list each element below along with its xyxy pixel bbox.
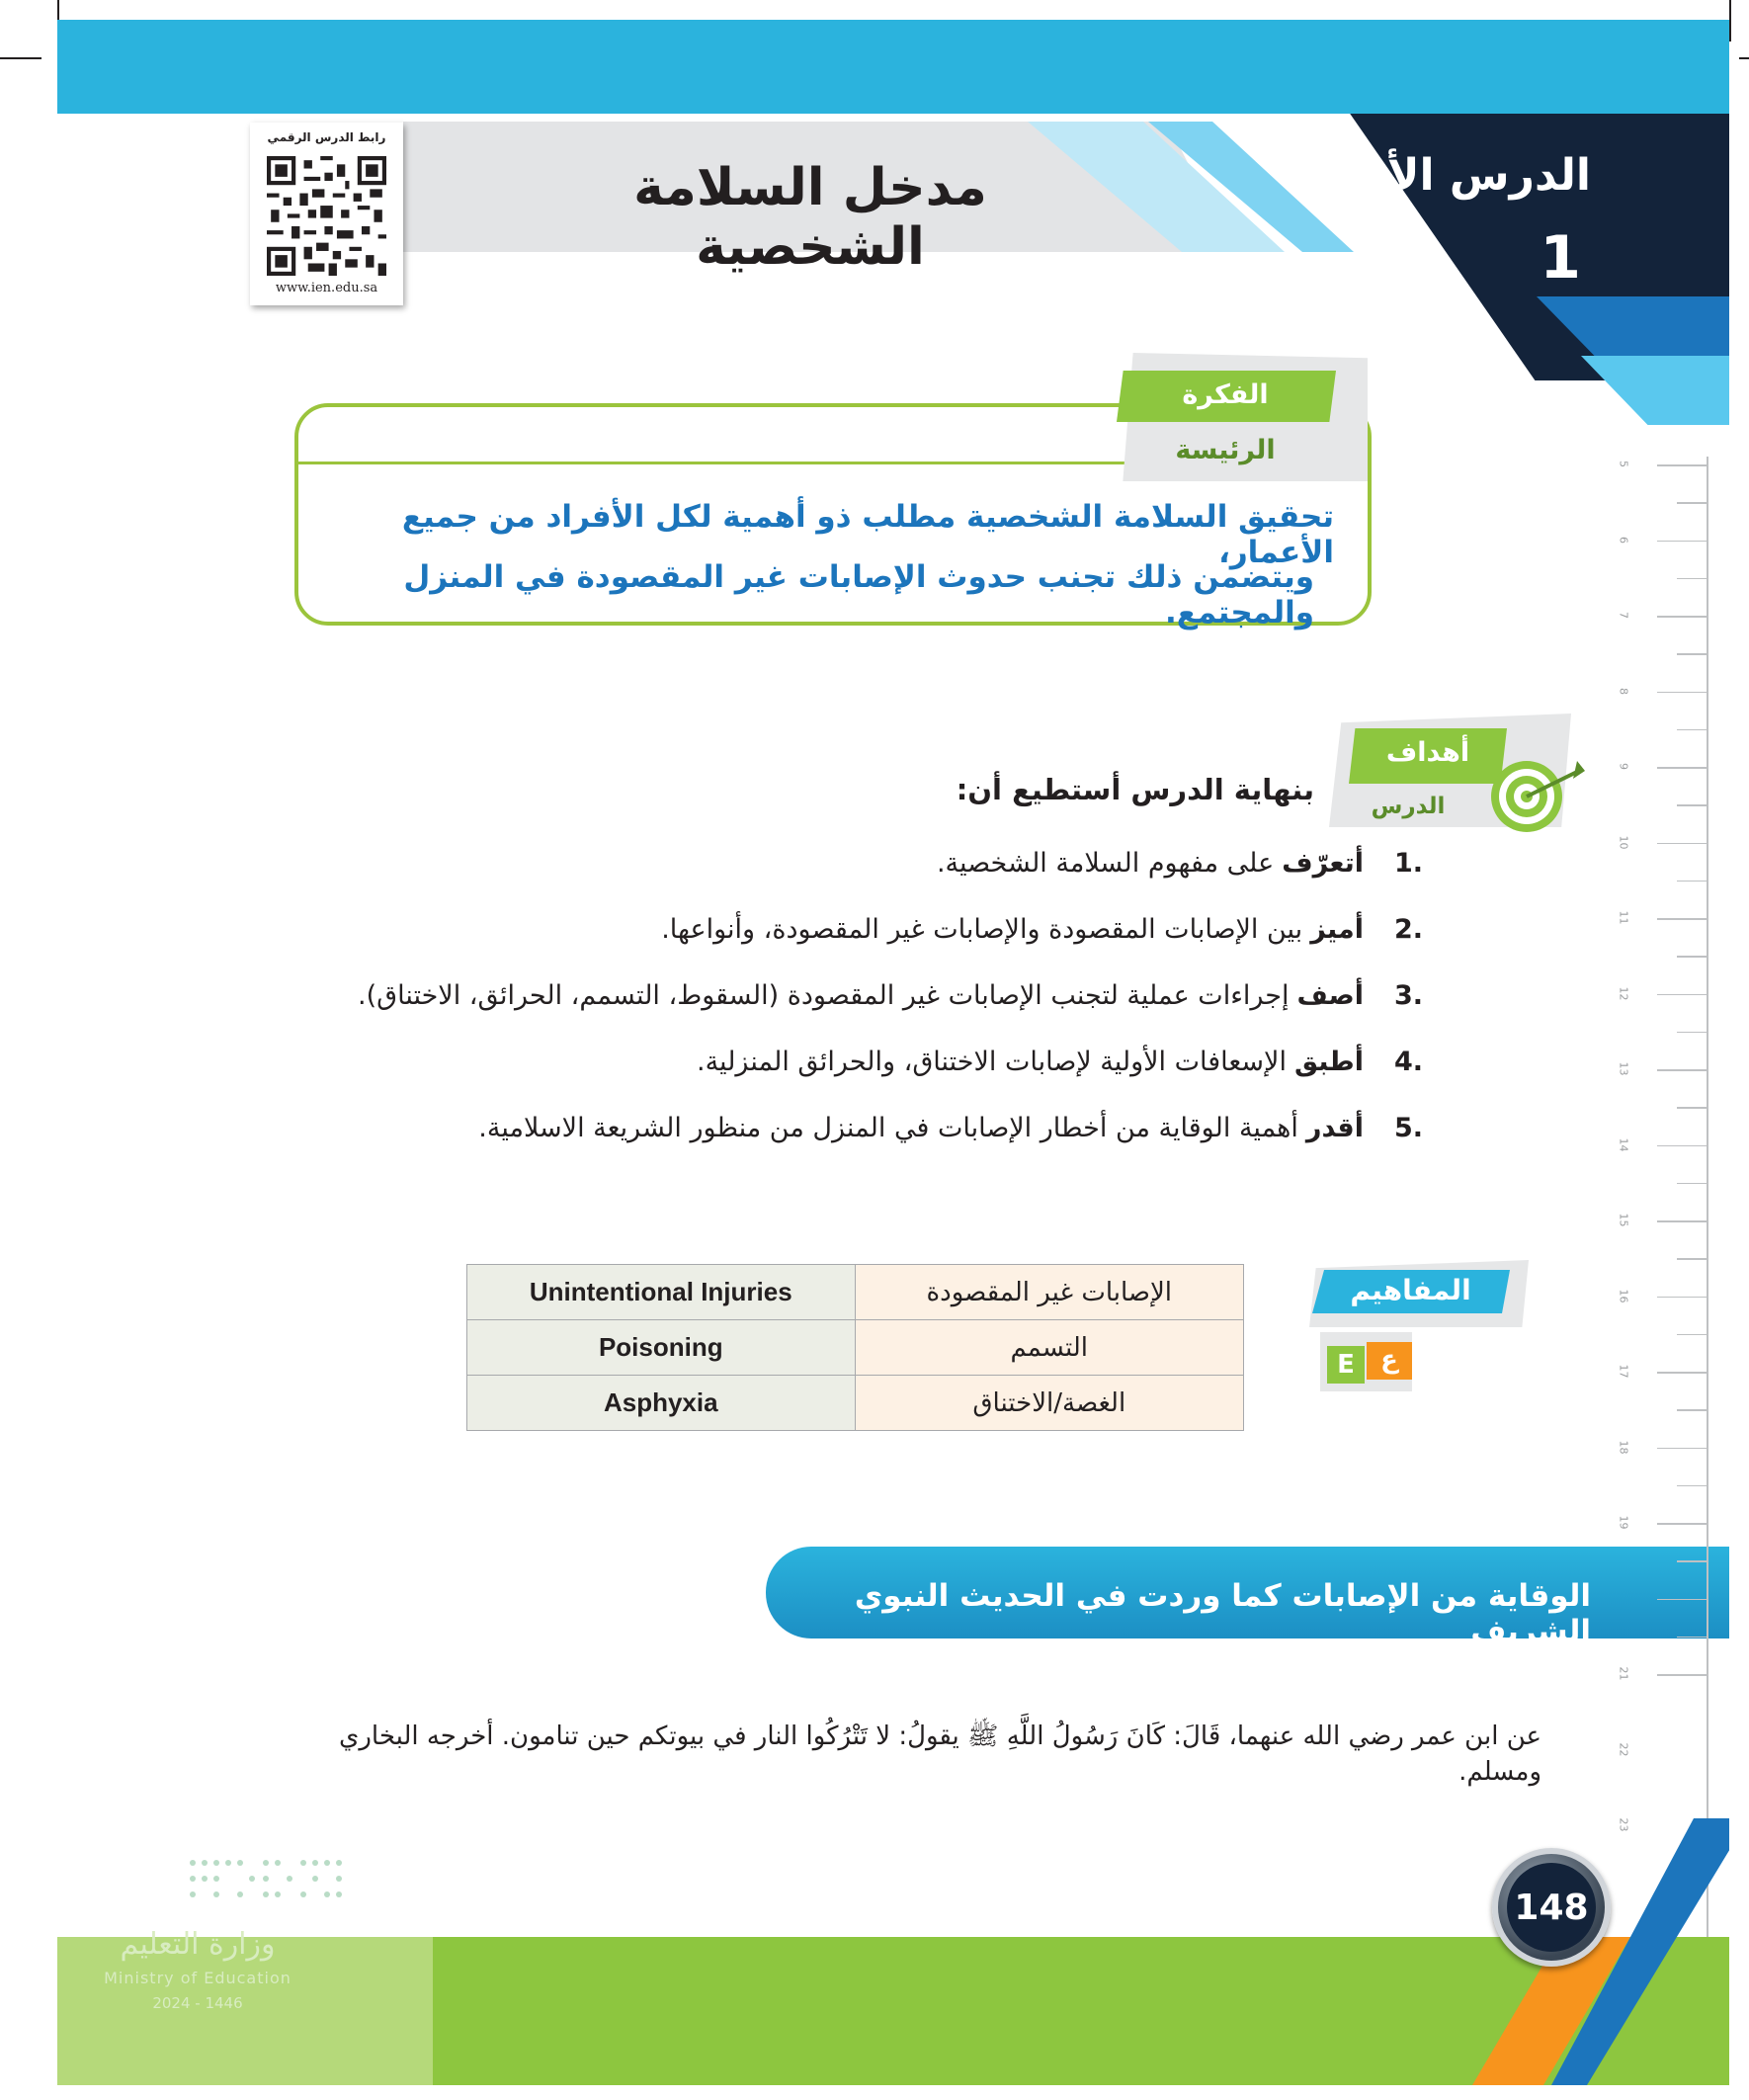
ruler-number: 7 (1617, 612, 1630, 619)
ruler-tick (1657, 1069, 1707, 1071)
crop-mark (1739, 57, 1749, 59)
ruler-tick (1677, 653, 1707, 655)
ministry-logo-icon (183, 1853, 351, 1912)
ruler-tick (1657, 843, 1707, 845)
ruler-tick (1657, 464, 1707, 466)
ruler-tick (1677, 1334, 1707, 1336)
ruler-number: 17 (1617, 1364, 1630, 1379)
concept-arabic: الغصة/الاختناق (855, 1376, 1243, 1431)
arabic-badge-icon: ع (1367, 1342, 1412, 1380)
page-number: 148 (1514, 1888, 1589, 1928)
ruler-number: 12 (1617, 986, 1630, 1000)
ruler-number: 14 (1617, 1137, 1630, 1151)
edition-year: 2024 - 1446 (152, 1994, 243, 2012)
ruler-tick (1677, 881, 1707, 882)
ruler-number: 22 (1617, 1742, 1630, 1756)
ruler-tick (1677, 502, 1707, 504)
objective-number: 5. (1393, 1113, 1423, 1143)
ruler-tick (1657, 692, 1707, 694)
table-row (467, 1320, 1244, 1376)
ruler-tick (1657, 1674, 1707, 1676)
table-row (467, 1265, 1244, 1320)
objective-item (296, 1047, 1423, 1113)
qr-url[interactable]: www.ien.edu.sa (275, 281, 378, 295)
ruler-tick (1657, 918, 1707, 920)
concept-arabic: الإصابات غير المقصودة (855, 1265, 1243, 1320)
ruler-number: 18 (1617, 1440, 1630, 1454)
main-idea-label-sub: الرئيسة (1175, 435, 1276, 465)
objective-item (296, 914, 1423, 980)
ruler (1707, 457, 1708, 2023)
qr-code-icon[interactable] (267, 156, 386, 276)
ruler-tick (1677, 804, 1707, 806)
ruler-number: 16 (1617, 1289, 1630, 1302)
objectives-list (296, 848, 1423, 1179)
qr-caption: رابط الدرس الرقمي (267, 130, 386, 144)
concepts-table (466, 1264, 1244, 1431)
ruler-tick (1677, 956, 1707, 958)
ruler-tick (1657, 1523, 1707, 1525)
ruler-tick (1677, 1637, 1707, 1638)
main-idea-label: الفكرة (1182, 379, 1269, 410)
objective-item (296, 848, 1423, 914)
ruler-tick (1657, 994, 1707, 996)
objective-text: على مفهوم السلامة الشخصية. (936, 848, 1275, 879)
ruler-number: 23 (1617, 1817, 1630, 1832)
ruler-tick (1677, 1183, 1707, 1185)
page-title: مدخل السلامة الشخصية (633, 158, 987, 277)
main-idea-text: تحقيق السلامة الشخصية مطلب ذو أهمية لكل الأفراد من جميع الأعمار، (401, 499, 1334, 570)
concept-english: Unintentional Injuries (467, 1265, 856, 1320)
header-band (57, 20, 1729, 114)
ruler-number: 9 (1617, 763, 1630, 770)
ruler-tick (1677, 1409, 1707, 1411)
ruler-tick (1657, 1145, 1707, 1147)
objective-verb: أميز (1310, 914, 1364, 945)
ruler-number: 10 (1617, 835, 1630, 849)
ruler-tick (1657, 1372, 1707, 1374)
objective-verb: أقدر (1305, 1113, 1364, 1143)
objectives-label: أهداف (1385, 737, 1470, 768)
decor-stripe (1581, 356, 1729, 425)
concept-english: Asphyxia (467, 1376, 856, 1431)
objective-verb: أتعرّف (1282, 848, 1364, 879)
lesson-label: الدرس الأول (1322, 150, 1591, 201)
concept-english: Poisoning (467, 1320, 856, 1376)
objective-number: 1. (1393, 848, 1423, 879)
objective-item (296, 980, 1423, 1047)
concepts-label: المفاهيم (1350, 1274, 1471, 1306)
ruler-tick (1657, 767, 1707, 769)
objective-text: إجراءات عملية لتجنب الإصابات غير المقصودة (السقوط، التسمم، الحرائق، الاختناق). (358, 980, 1290, 1011)
ruler-tick (1677, 1485, 1707, 1487)
objective-text: أهمية الوقاية من أخطار الإصابات في المنزل من منظور الشريعة الاسلامية. (478, 1113, 1298, 1143)
ruler-tick (1657, 1448, 1707, 1450)
ruler-tick (1657, 541, 1707, 543)
ruler-tick (1677, 1107, 1707, 1109)
english-badge-icon: E (1327, 1346, 1365, 1384)
lesson-number: 1 (1540, 223, 1581, 293)
objective-number: 4. (1393, 1047, 1423, 1077)
ministry-name-en: Ministry of Education (104, 1969, 292, 1987)
target-icon (1482, 749, 1586, 838)
ruler-number: 6 (1617, 536, 1630, 544)
ruler-tick (1657, 616, 1707, 618)
hadith-text: عن ابن عمر رضي الله عنهما، قَالَ: كَانَ رَسُولُ اللَّهِ ﷺ يقولُ: لا تَتْرُكُوا النار في بيوتكم حين تنامون. أخرجه البخاري ومسلم. (338, 1722, 1541, 1787)
hadith-title: الوقاية من الإصابات كما وردت في الحديث النبوي الشريف (854, 1578, 1591, 1649)
ruler-tick (1677, 578, 1707, 580)
ruler-tick (1677, 1560, 1707, 1562)
ruler-tick (1657, 1599, 1707, 1601)
ruler-number: 8 (1617, 687, 1630, 695)
concept-arabic: التسمم (855, 1320, 1243, 1376)
objective-item (296, 1113, 1423, 1179)
qr-card[interactable] (250, 123, 403, 305)
objective-verb: أصف (1296, 980, 1364, 1011)
ruler-number: 15 (1617, 1213, 1630, 1227)
objectives-label-sub: الدرس (1371, 794, 1446, 819)
ruler-number: 21 (1617, 1666, 1630, 1681)
objective-text: بين الإصابات المقصودة والإصابات غير المقصودة، وأنواعها. (661, 914, 1303, 945)
ruler-number: 13 (1617, 1061, 1630, 1076)
ruler-tick (1677, 1258, 1707, 1260)
ruler-tick (1677, 729, 1707, 731)
ruler-number: 11 (1617, 910, 1630, 925)
ministry-name: وزارة التعليم (120, 1927, 276, 1962)
ruler-tick (1677, 1032, 1707, 1034)
crop-mark (0, 57, 42, 59)
ruler-tick (1657, 1220, 1707, 1222)
ruler-number: 19 (1617, 1515, 1630, 1530)
main-idea-text: ويتضمن ذلك تجنب حدوث الإصابات غير المقصودة في المنزل والمجتمع. (403, 559, 1314, 630)
objective-text: الإسعافات الأولية لإصابات الاختناق، والحرائق المنزلية. (697, 1047, 1287, 1077)
objectives-intro: بنهاية الدرس أستطيع أن: (956, 773, 1314, 806)
table-row (467, 1376, 1244, 1431)
objective-verb: أطبق (1293, 1047, 1364, 1077)
crop-mark (1729, 0, 1731, 42)
ruler-number: 5 (1617, 461, 1630, 467)
ruler-tick (1657, 1297, 1707, 1299)
objective-number: 3. (1393, 980, 1423, 1011)
objective-number: 2. (1393, 914, 1423, 945)
